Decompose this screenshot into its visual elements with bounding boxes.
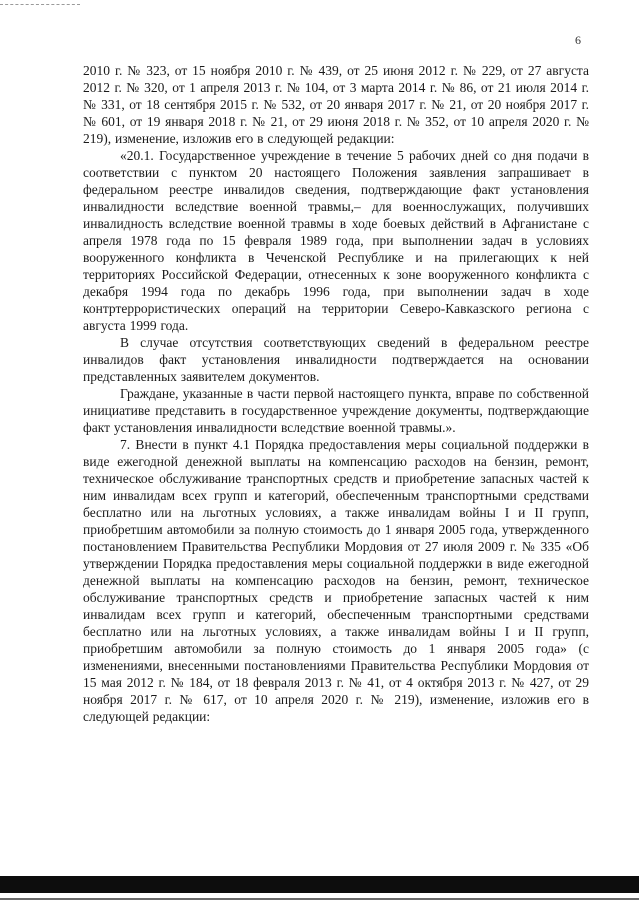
paragraph-item-7: 7. Внести в пункт 4.1 Порядка предоставления меры социальной поддержки в виде ежегодной денежной выплаты на компенсацию расходов на бензин, ремонт, техническое обслуживание транспортных средств и приобретение запасных частей к ним инвалидам всех групп и категорий, обеспеченным транспортными средствами бесплатно или на льготных условиях, а также инвалидам войны I и II групп, приобретшим автомобили за полную стоимость до 1 января 2005 года, утвержденного постановлением Правительства Республики Мордовия от 27 июля 2009 г. № 335 «Об утверждении Порядка предоставления меры социальной поддержки в виде ежегодной денежной выплаты на компенсацию расходов на бензин, ремонт, техническое обслуживание транспортных средств и приобретение запасных частей к ним инвалидам всех групп и категорий, обеспеченным транспортными средствами бесплатно или на льготных условиях, а также инвалидам войны I и II групп, приобретшим автомобили за полную стоимость до 1 января 2005 года» (с изменениями, внесенными постановлениями Правительства Республики Мордовия от 15 мая 2012 г. № 184, от 18 февраля 2013 г. № 41, от 4 октября 2013 г. № 427, от 29 ноября 2017 г. № 617, от 10 апреля 2020 г. № 219), изменение, изложив его в следующей редакции: [83,437,589,724]
paragraph-registry-absence: В случае отсутствия соответствующих сведений в федеральном реестре инвалидов факт установления инвалидности подтверждается на основании представленных заявителем документов. [83,335,589,384]
scan-bottom-border [0,876,639,893]
paragraph-clause-20-1: «20.1. Государственное учреждение в течение 5 рабочих дней со дня подачи в соответствии с пунктом 20 настоящего Положения заявления запрашивает в федеральном реестре инвалидов сведения, подтверждающие факт установления инвалидности вследствие военной травмы,– для военнослужащих, получивших инвалидность вследствие военной травмы в ходе боевых действий в Афганистане с апреля 1978 года по 15 февраля 1989 года, при выполнении задач в условиях вооруженного конфликта в Чеченской Республике и на прилегающих к ней территориях Российской Федерации, отнесенных к зоне вооруженного конфликта с декабря 1994 года по декабрь 1996 года, при выполнении задач в ходе контртеррористических операций на территории Северо-Кавказского региона с августа 1999 года. [83,148,589,333]
page-number: 6 [575,33,581,47]
paragraph-continuation: 2010 г. № 323, от 15 ноября 2010 г. № 439, от 25 июня 2012 г. № 229, от 27 августа 2012 г. № 320, от 1 апреля 2013 г. № 104, от 3 марта 2014 г. № 86, от 21 июля 2014 г. № 331, от 18 сентября 2015 г. № 532, от 20 января 2017 г. № 21, от 20 ноября 2017 г. № 601, от 19 января 2018 г. № 21, от 29 июня 2018 г. № 352, от 10 апреля 2020 г. № 219), изменение, изложив его в следующей редакции: [83,63,589,146]
scan-edge-mark [0,4,80,5]
document-body [83,62,589,725]
paragraph-citizens-initiative: Граждане, указанные в части первой настоящего пункта, вправе по собственной инициативе представить в государственное учреждение документы, подтверждающие факт установления инвалидности вследствие военной травмы.». [83,386,589,435]
scan-bottom-line [0,898,639,900]
